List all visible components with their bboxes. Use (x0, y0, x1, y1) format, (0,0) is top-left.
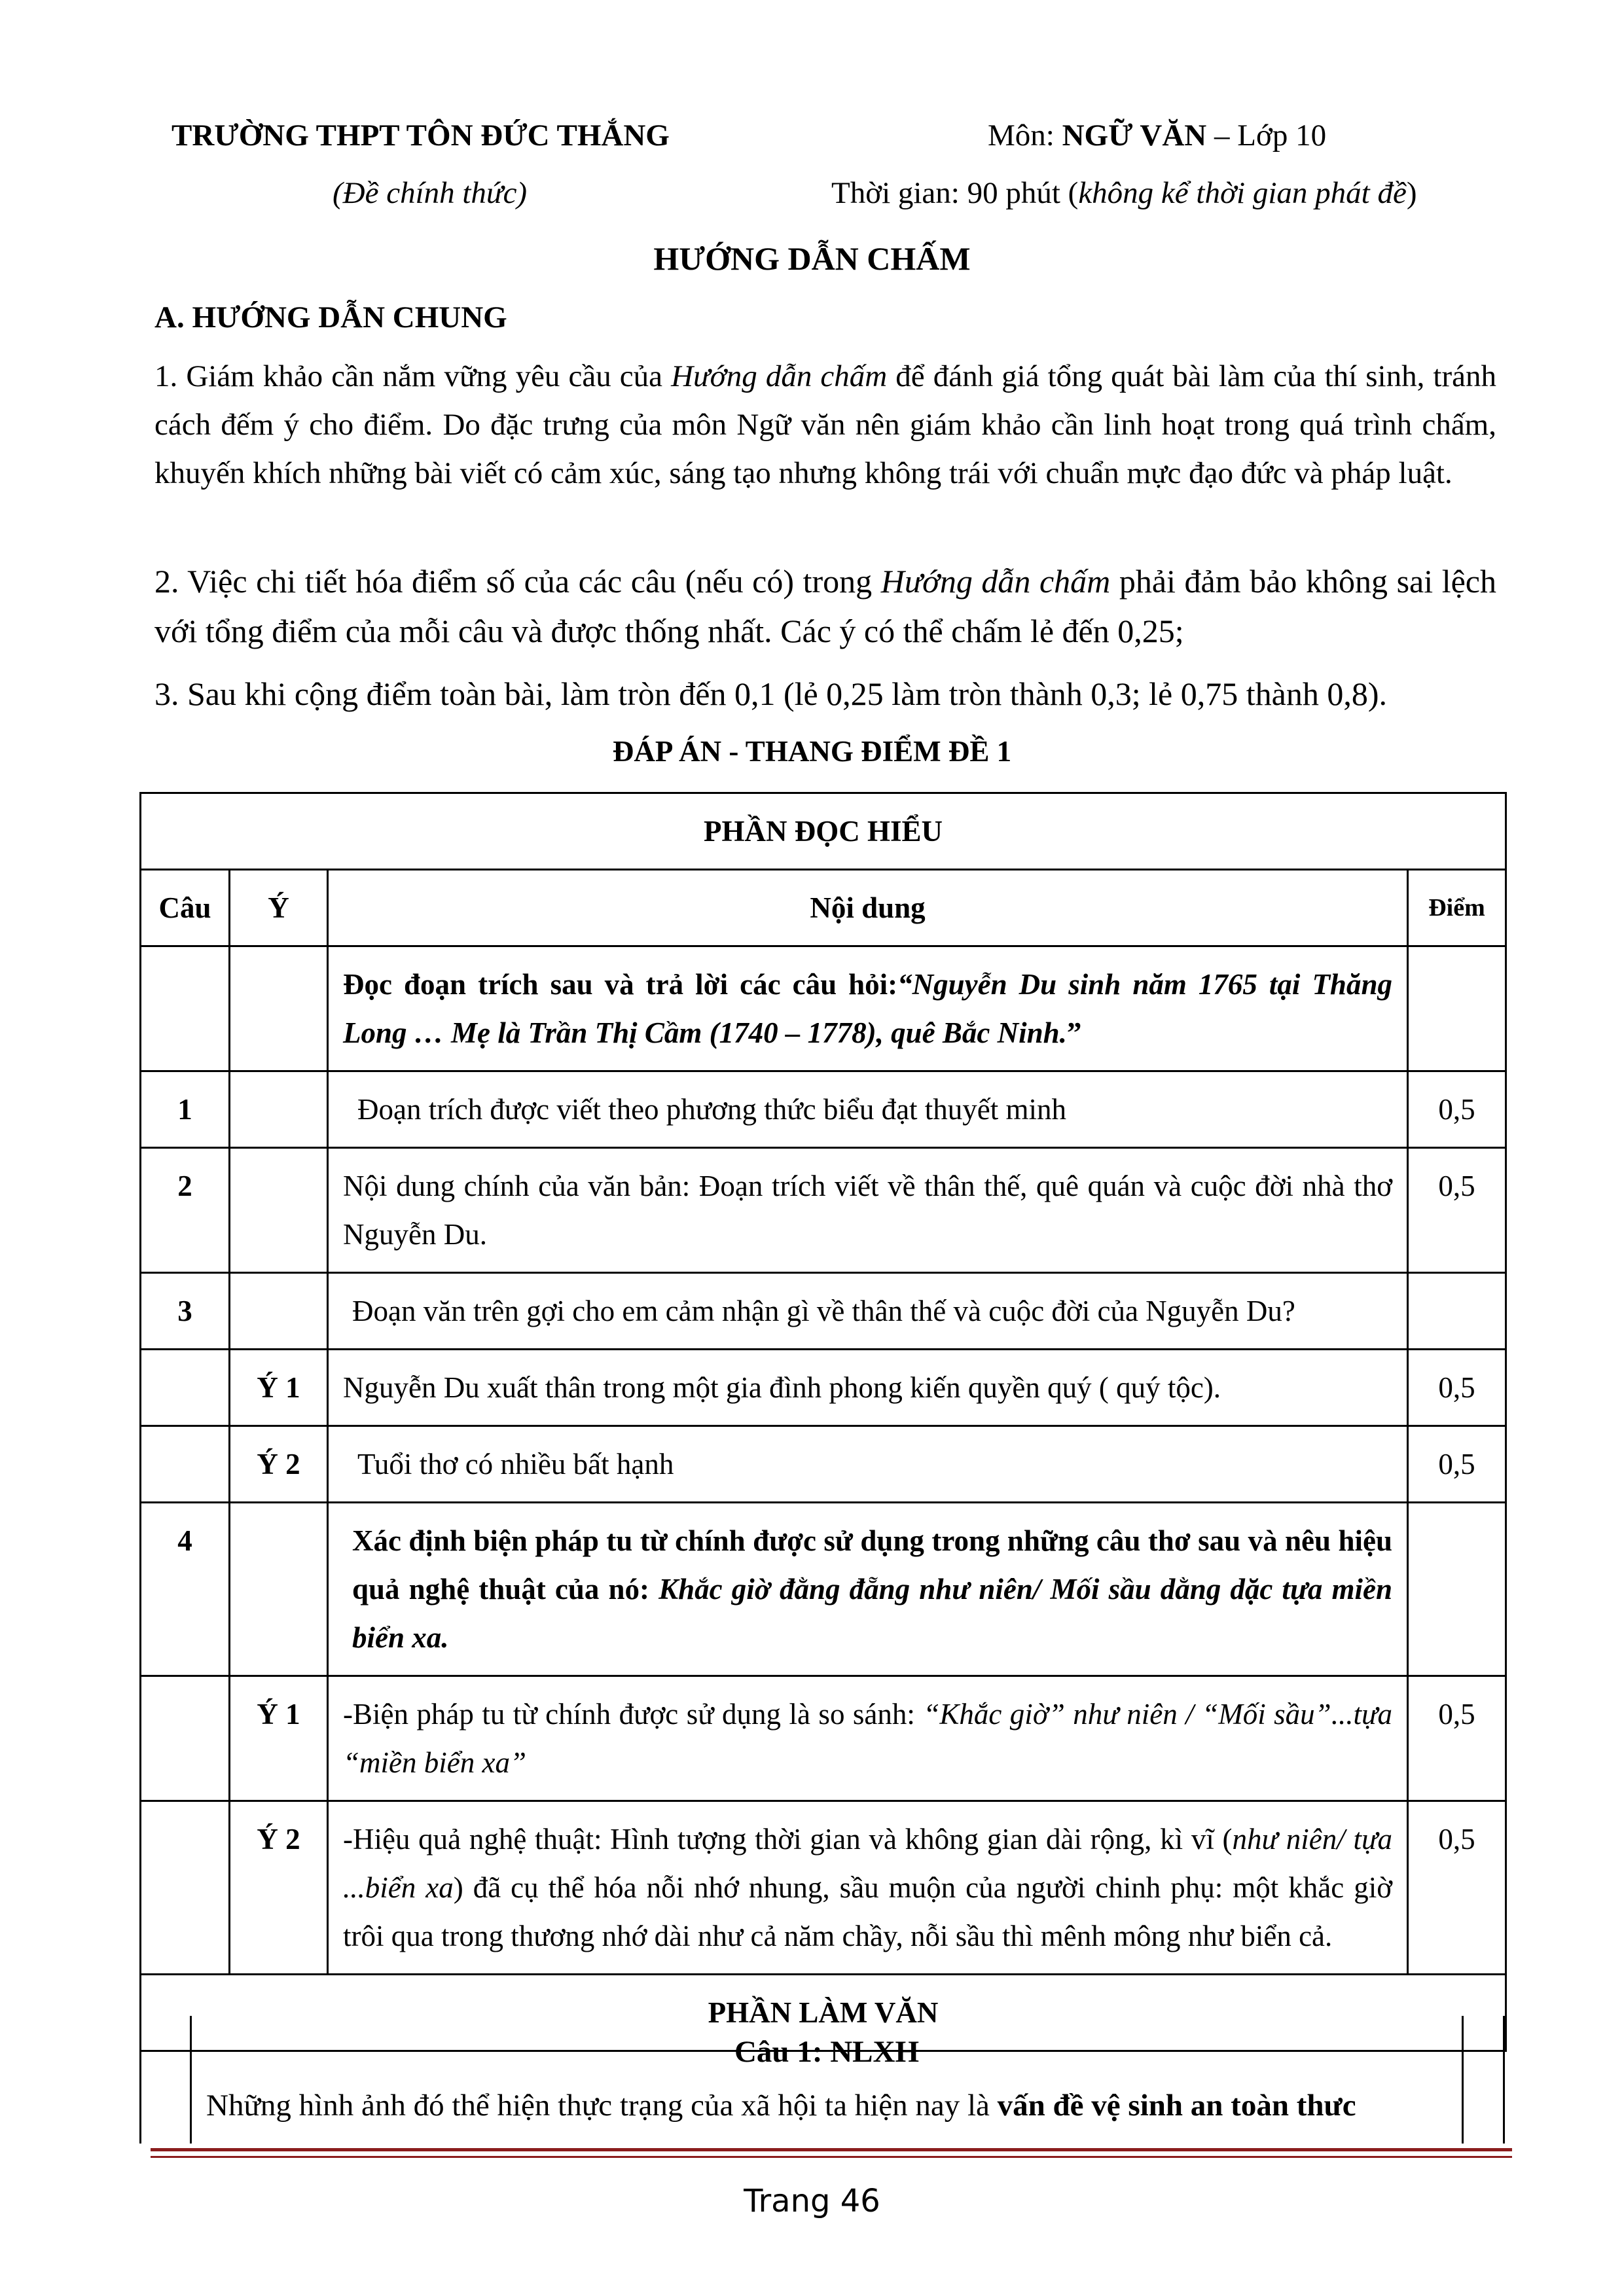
header-line-1 (0, 118, 1624, 164)
grading-table (139, 792, 1507, 2052)
col-header-content: Nội dung (328, 870, 1408, 946)
answer-title: ĐÁP ÁN - THANG ĐIỂM ĐỀ 1 (612, 735, 1012, 768)
general-paragraph-2: 2. Việc chi tiết hóa điểm số của các câu (nếu có) trong Hướng dẫn chấm phải đảm bảo không sai lệch với tổng điểm của mỗi câu và được thống nhất. Các ý có thể chấm lẻ đến 0,25; (154, 563, 1496, 649)
table-row: Ý 1 -Biện pháp tu từ chính được sử dụng là so sánh: “Khắc giờ” như niên / “Mối sầu”...tựa “miền biển xa” 0,5 (141, 1676, 1506, 1801)
official-label: (Đề chính thức) (333, 176, 528, 210)
page-title: HƯỚNG DẪN CHẤM (653, 240, 971, 277)
subject-line: Môn: NGỮ VĂN – Lớp 10 (988, 118, 1327, 152)
school-name: TRƯỜNG THPT TÔN ĐỨC THẮNG (171, 118, 670, 152)
reading-intro: Đọc đoạn trích sau và trả lời các câu hỏi:“Nguyễn Du sinh năm 1765 tại Thăng Long … Mẹ là Trần Thị Cầm (1740 – 1778), quê Bắc Ninh.” (328, 946, 1408, 1071)
subject-name: NGỮ VĂN (1062, 118, 1207, 152)
table-row-section-reading (141, 793, 1506, 870)
table-row: 3 Đoạn văn trên gợi cho em cảm nhận gì về thân thế và cuộc đời của Nguyễn Du? (141, 1273, 1506, 1350)
table-row: Ý 2 -Hiệu quả nghệ thuật: Hình tượng thời gian và không gian dài rộng, kì vĩ (như niên/ tựa ...biển xa) đã cụ thể hóa nỗi nhớ nhung, sầu muộn của người chinh phụ: một khắc giờ trôi qua trong thương nhớ dài như cả năm chầy, nỗi sầu thì mênh mông như biển cả. 0,5 (141, 1801, 1506, 1975)
section-writing-heading: PHẦN LÀM VĂN (141, 1975, 1506, 2051)
cau1-title: Câu 1: NLXH (734, 2035, 920, 2069)
col-header-y: Ý (230, 870, 328, 946)
general-paragraph-1: 1. Giám khảo cần nắm vững yêu cầu của Hướng dẫn chấm để đánh giá tổng quát bài làm của thí sinh, tránh cách đếm ý cho điểm. Do đặc trưng của môn Ngữ văn nên giám khảo cần linh hoạt trong quá trình chấm, khuyến khích những bài viết có cảm xúc, sáng tạo nhưng không trái với chuẩn mực đạo đức và pháp luật. (154, 359, 1496, 490)
table-row: Ý 1 Nguyễn Du xuất thân trong một gia đình phong kiến quyền quý ( quý tộc). 0,5 (141, 1350, 1506, 1426)
page-number: Trang 46 (744, 2183, 880, 2219)
footer-rule-thin (151, 2156, 1512, 2158)
table-row (141, 946, 1506, 1071)
header-line-2 (0, 175, 1624, 221)
cau1-text: Những hình ảnh đó thể hiện thực trạng của xã hội ta hiện nay là vấn đề vệ sinh an toàn thưc (206, 2089, 1356, 2123)
table-row: 2 Nội dung chính của văn bản: Đoạn trích viết về thân thế, quê quán và cuộc đời nhà thơ Nguyễn Du. 0,5 (141, 1148, 1506, 1273)
general-paragraph-3: 3. Sau khi cộng điểm toàn bài, làm tròn đến 0,1 (lẻ 0,25 làm tròn thành 0,3; lẻ 0,75 thành 0,8). (154, 675, 1387, 712)
table-header-row (141, 870, 1506, 946)
footer-rule (151, 2148, 1512, 2151)
general-heading: A. HƯỚNG DẪN CHUNG (154, 300, 507, 334)
col-header-cau: Câu (141, 870, 230, 946)
time-line: Thời gian: 90 phút (không kể thời gian phát đề) (831, 176, 1417, 210)
table-row: Ý 2 Tuổi thơ có nhiều bất hạnh 0,5 (141, 1426, 1506, 1503)
section-reading-heading: PHẦN ĐỌC HIỂU (141, 793, 1506, 870)
table-row: 4 Xác định biện pháp tu từ chính được sử dụng trong những câu thơ sau và nêu hiệu quả nghệ thuật của nó: Khắc giờ đằng đẵng như niên/ Mối sầu dằng dặc tựa miền biển xa. (141, 1503, 1506, 1676)
cau1-cell (190, 2016, 1464, 2144)
table-row: 1 Đoạn trích được viết theo phương thức biểu đạt thuyết minh 0,5 (141, 1071, 1506, 1148)
col-header-score: Điểm (1408, 870, 1506, 946)
